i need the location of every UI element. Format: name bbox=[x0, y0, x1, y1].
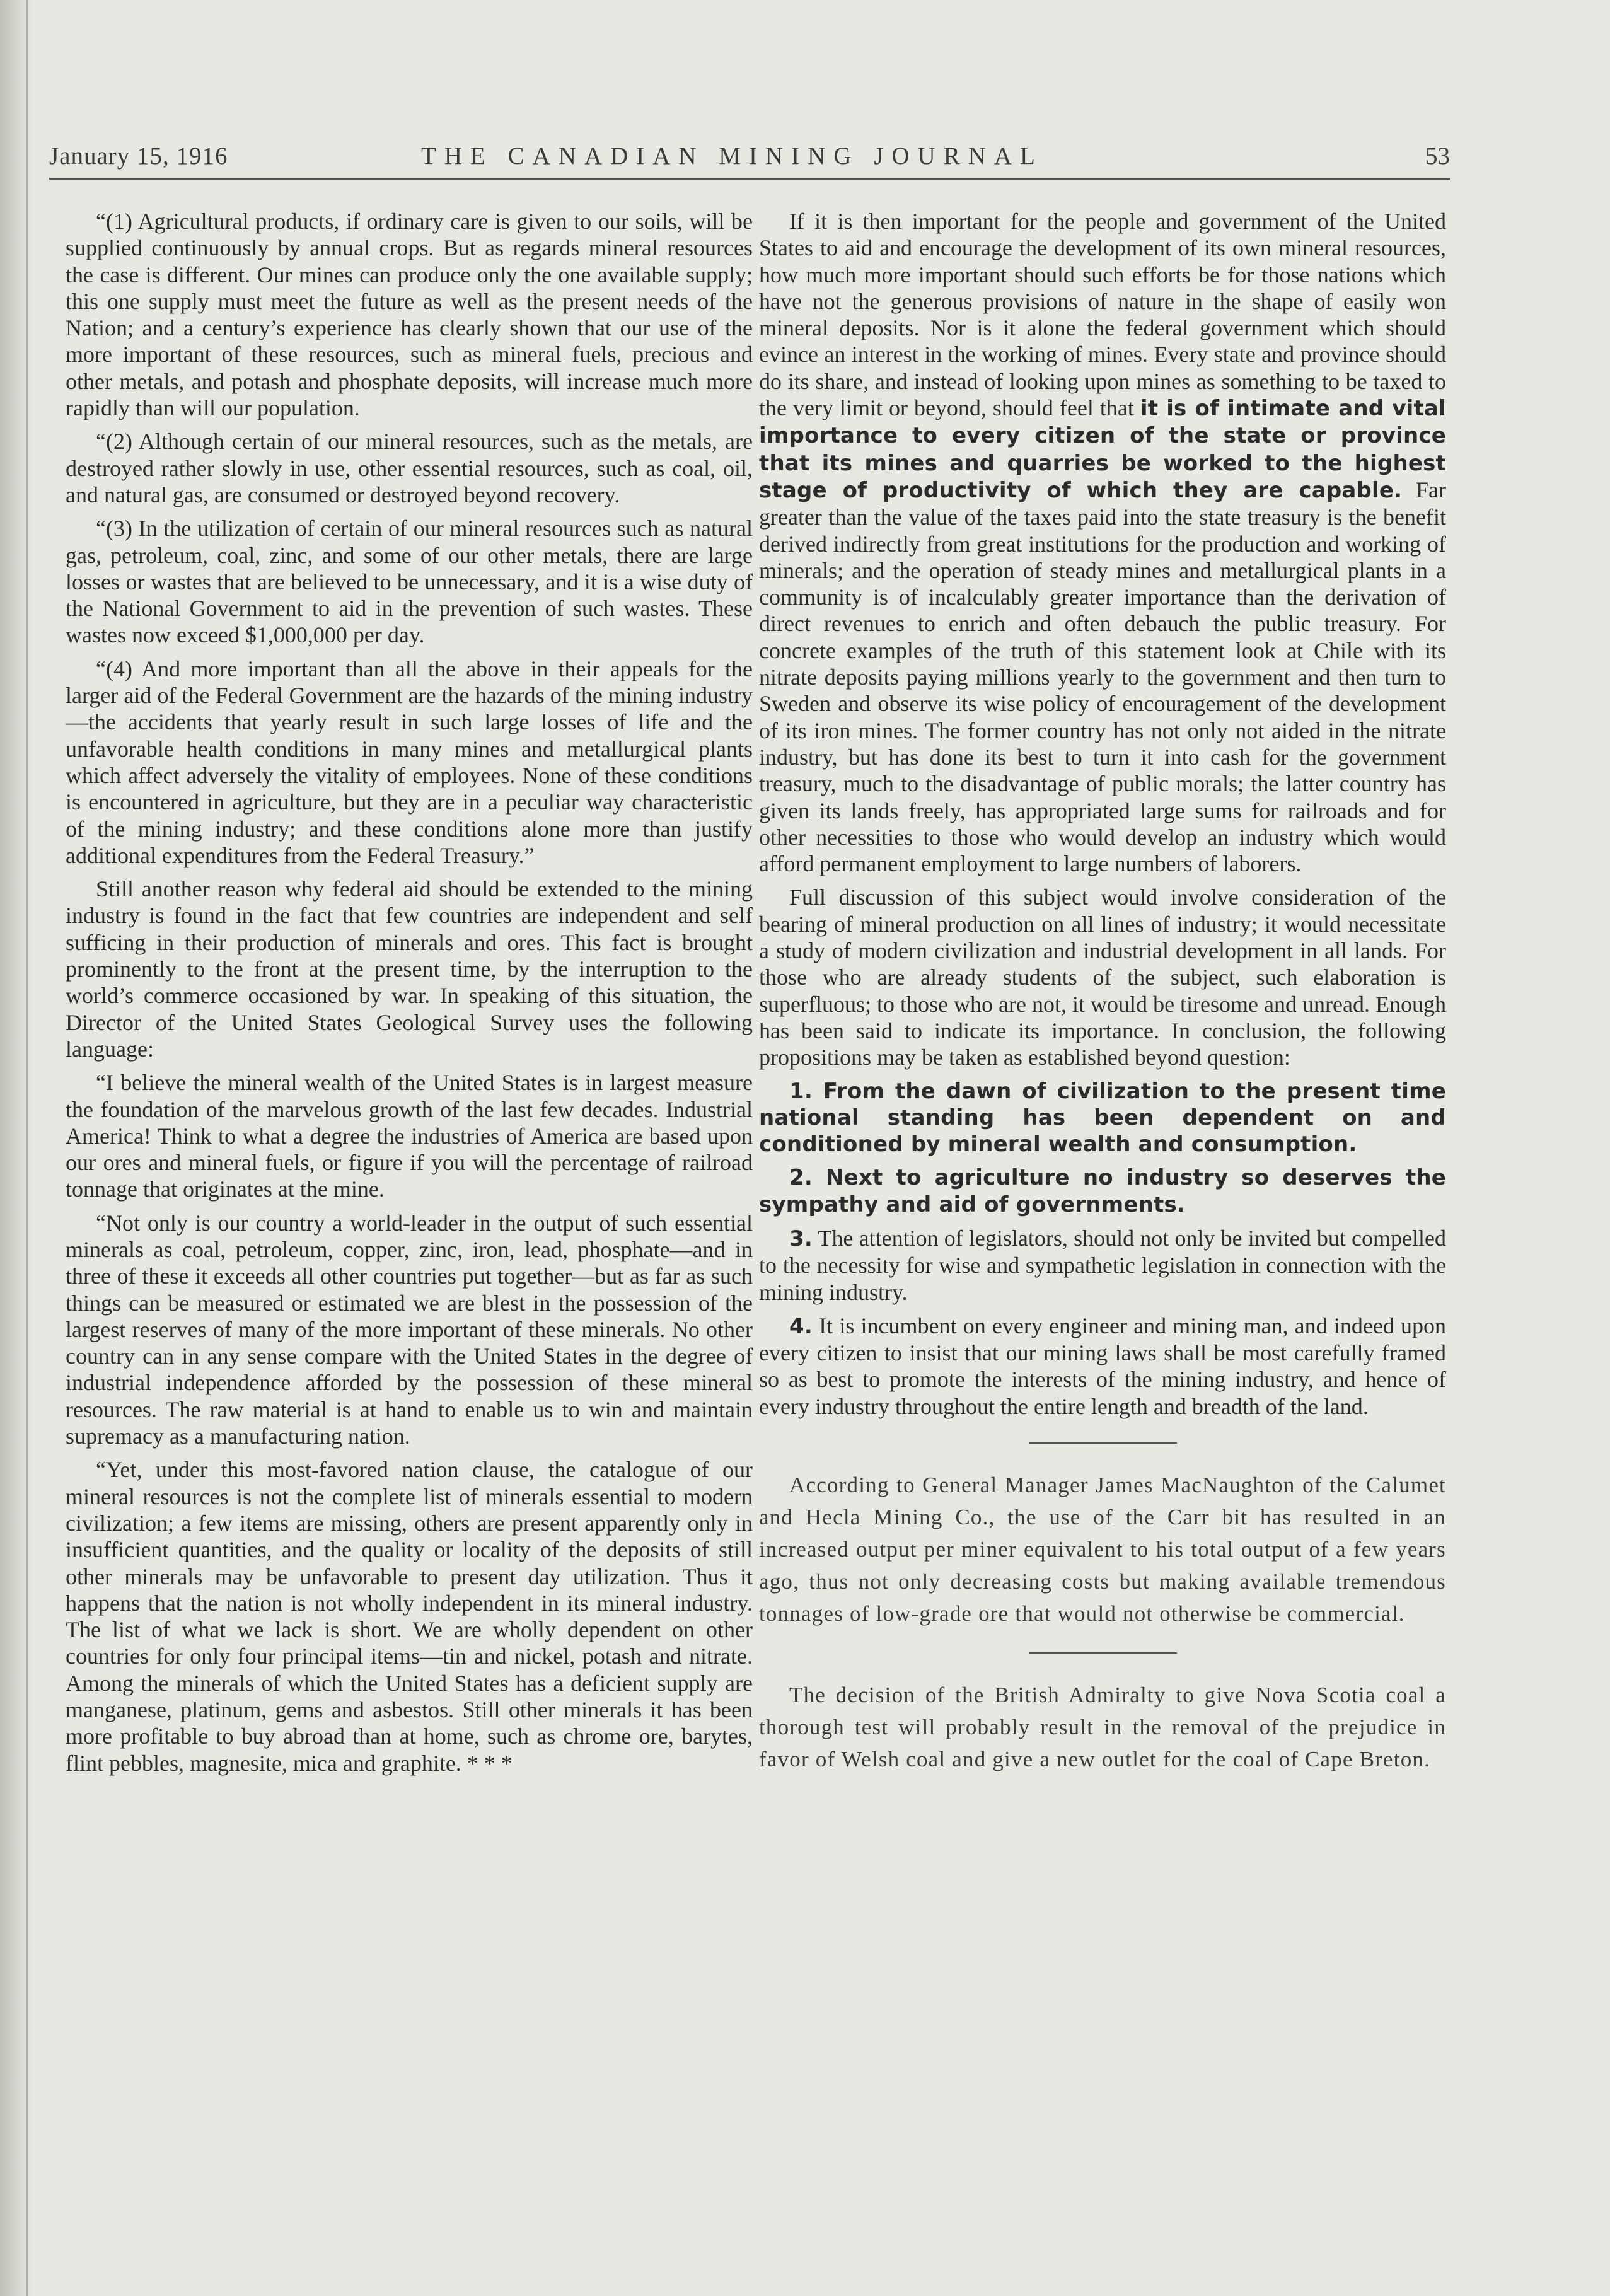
proposition-3-number: 3. bbox=[789, 1226, 813, 1251]
left-paragraph-3: “(3) In the utilization of certain of our mineral resources such as natural gas, petroleum, coal, zinc, and some of our other metals, there are large losses or wastes that are believed to be unnecessary, and it is a wise duty of the National Government to aid in the prevention of such wastes. These wastes now exceed $1,000,000 per day. bbox=[66, 516, 753, 648]
left-column bbox=[66, 208, 753, 1777]
right-paragraph-1 bbox=[759, 208, 1446, 877]
proposition-2: 2. Next to agriculture no industry so deserves the sympathy and aid of governments. bbox=[759, 1165, 1446, 1217]
header-rule bbox=[49, 178, 1450, 180]
proposition-3 bbox=[759, 1225, 1446, 1306]
proposition-4-text: It is incumbent on every engineer and mining man, and indeed upon every citizen to insist that our mining laws shall be most carefully framed so as best to promote the interests of the mining industry, and hence of every industry throughout the entire length and breadth of the land. bbox=[759, 1313, 1446, 1419]
left-paragraph-6: “I believe the mineral wealth of the United States is in largest measure the foundation of the marvelous growth of the last few decades. Industrial America! Think to what a degree the industries of America are based upon our ores and mineral fuels, or figure if you will the percentage of railroad tonnage that originates at the mine. bbox=[66, 1070, 753, 1202]
right-column bbox=[759, 208, 1446, 1775]
left-paragraph-8: “Yet, under this most-favored nation clause, the catalogue of our mineral resources is not the complete list of minerals essential to modern civilization; a few items are missing, others are present apparently only in insufficient quantities, and the quality or locality of the deposits of still other minerals may be unfavorable to present day utilization. Thus it happens that the nation is not wholly independent in its mineral industry. The list of what we lack is short. We are wholly dependent on other countries for only four principal items—tin and nickel, potash and nitrate. Among the minerals of which the United States has a deficient supply are manganese, platinum, gems and asbestos. Still other minerals it has been more profitable to buy abroad than at home, such as chrome ore, barytes, flint pebbles, magnesite, mica and graphite. * * * bbox=[66, 1457, 753, 1776]
page-header bbox=[49, 136, 1450, 180]
right-paragraph-1-end: Far greater than the value of the taxes paid into the state treasury is the benefit derived indirectly from great institutions for the production and working of minerals; and the operation of steady mines and metallurgical plants in a community is of incalculably greater importance than the derivation of direct revenues to enrich and often debauch the public treasury. For concrete examples of the truth of this statement look at Chile with its nitrate deposits paying millions yearly to the government and then turn to Sweden and observe its wise policy of encouragement of the development of its iron mines. The former country has not only not aided in the nitrate industry, but has done its best to turn it into cash for the government treasury, much to the disadvantage of public morals; the latter country has given its lands freely, has appropriated large sums for railroads and for other necessities to those who would develop an industry which would afford permanent employment to large numbers of laborers. bbox=[759, 477, 1446, 877]
proposition-4 bbox=[759, 1313, 1446, 1420]
separator-rule-2 bbox=[1029, 1652, 1177, 1654]
proposition-4-number: 4. bbox=[789, 1313, 813, 1339]
separator-rule-1 bbox=[1029, 1442, 1177, 1444]
header-page-number: 53 bbox=[1425, 142, 1450, 170]
left-paragraph-7: “Not only is our country a world-leader in the output of such essential minerals as coal, petroleum, copper, zinc, iron, lead, phosphate—and in three of these it exceeds all other countries put together—but as far as such things can be measured or estimated we are blest in the possession of the largest reserves of many of the more important of these minerals. No other country can in any sense compare with the United States in the degree of industrial independence afforded by the possession of these mineral resources. The raw material is at hand to enable us to win and maintain supremacy as a manufacturing nation. bbox=[66, 1210, 753, 1449]
left-paragraph-4: “(4) And more important than all the above in their appeals for the larger aid of the Federal Government are the hazards of the mining industry—the accidents that yearly result in such large losses of life and the unfavorable health conditions in many mines and metallurgical plants which affect adversely the vitality of employees. None of these conditions is encountered in agriculture, but they are in a peculiar way characteristic of the mining industry; and these conditions alone more than justify additional expenditures from the Federal Treasury.” bbox=[66, 656, 753, 868]
news-note-admiralty-text: The decision of the British Admiralty to give Nova Scotia coal a thorough test will probably result in the removal of the prejudice in favor of Welsh coal and give a new outlet for the coal of Cape Breton. bbox=[759, 1683, 1446, 1772]
left-paragraph-5: Still another reason why federal aid should be extended to the mining industry is found in the fact that few countries are independent and self sufficing in their production of minerals and ores. This fact is brought prominently to the front at the present time, by the interruption to the world’s commerce occasioned by war. In speaking of this situation, the Director of the United States Geological Survey uses the following language: bbox=[66, 876, 753, 1062]
page-binding-edge bbox=[26, 0, 28, 2296]
right-paragraph-1-start: If it is then important for the people and government of the United States to aid and encourage the development of its own mineral resources, how much more important should such efforts be for those nations which have not the generous provisions of nature in the shape of easily won mineral deposits. Nor is it alone the federal government which should evince an interest in the working of mines. Every state and province should do its share, and instead of looking upon mines as something to be taxed to the very limit or beyond, should feel that bbox=[759, 209, 1446, 421]
right-paragraph-2: Full discussion of this subject would involve consideration of the bearing of mineral production on all lines of industry; it would necessitate a study of modern civilization and industrial development in all lands. For those who are already students of the subject, such elaboration is superfluous; to those who are not, it would be tiresome and unread. Enough has been said to indicate its importance. In conclusion, the following propositions may be taken as established beyond question: bbox=[759, 884, 1446, 1070]
news-note-admiralty bbox=[759, 1679, 1446, 1775]
right-paragraph-1-emphasis: it is of intimate and vital importance to every citizen of the state or province that its mines and quarries be worked to the highest stage of productivity of which they are capable. bbox=[759, 396, 1446, 503]
left-paragraph-1: “(1) Agricultural products, if ordinary care is given to our soils, will be supplied continuously by annual crops. But as regards mineral resources the case is different. Our mines can produce only the one available supply; this one supply must meet the future as well as the present needs of the Nation; and a century’s experience has clearly shown that our use of the more important of these resources, such as mineral fuels, precious and other metals, and potash and phosphate deposits, will increase much more rapidly than will our population. bbox=[66, 209, 753, 421]
news-note-calumet bbox=[759, 1469, 1446, 1630]
news-note-calumet-text: According to General Manager James MacNaughton of the Calumet and Hecla Mining Co., the use of the Carr bit has resulted in an increased output per miner equivalent to his total output of a few years ago, thus not only decreasing costs but making available tremendous tonnages of low-grade ore that would not otherwise be commercial. bbox=[759, 1473, 1446, 1626]
proposition-3-text: The attention of legislators, should not only be invited but compelled to the necessity for wise and sympathetic legislation in connection with the mining industry. bbox=[759, 1225, 1446, 1305]
header-journal-title: THE CANADIAN MINING JOURNAL bbox=[421, 142, 1043, 170]
proposition-1: 1. From the dawn of civilization to the present time national standing has been dependent on and conditioned by mineral wealth and consumption. bbox=[759, 1078, 1446, 1157]
left-paragraph-2: “(2) Although certain of our mineral resources, such as the metals, are destroyed rather slowly in use, other essential resources, such as coal, oil, and natural gas, are consumed or destroyed beyond recovery. bbox=[66, 429, 753, 507]
header-date: January 15, 1916 bbox=[49, 142, 228, 170]
